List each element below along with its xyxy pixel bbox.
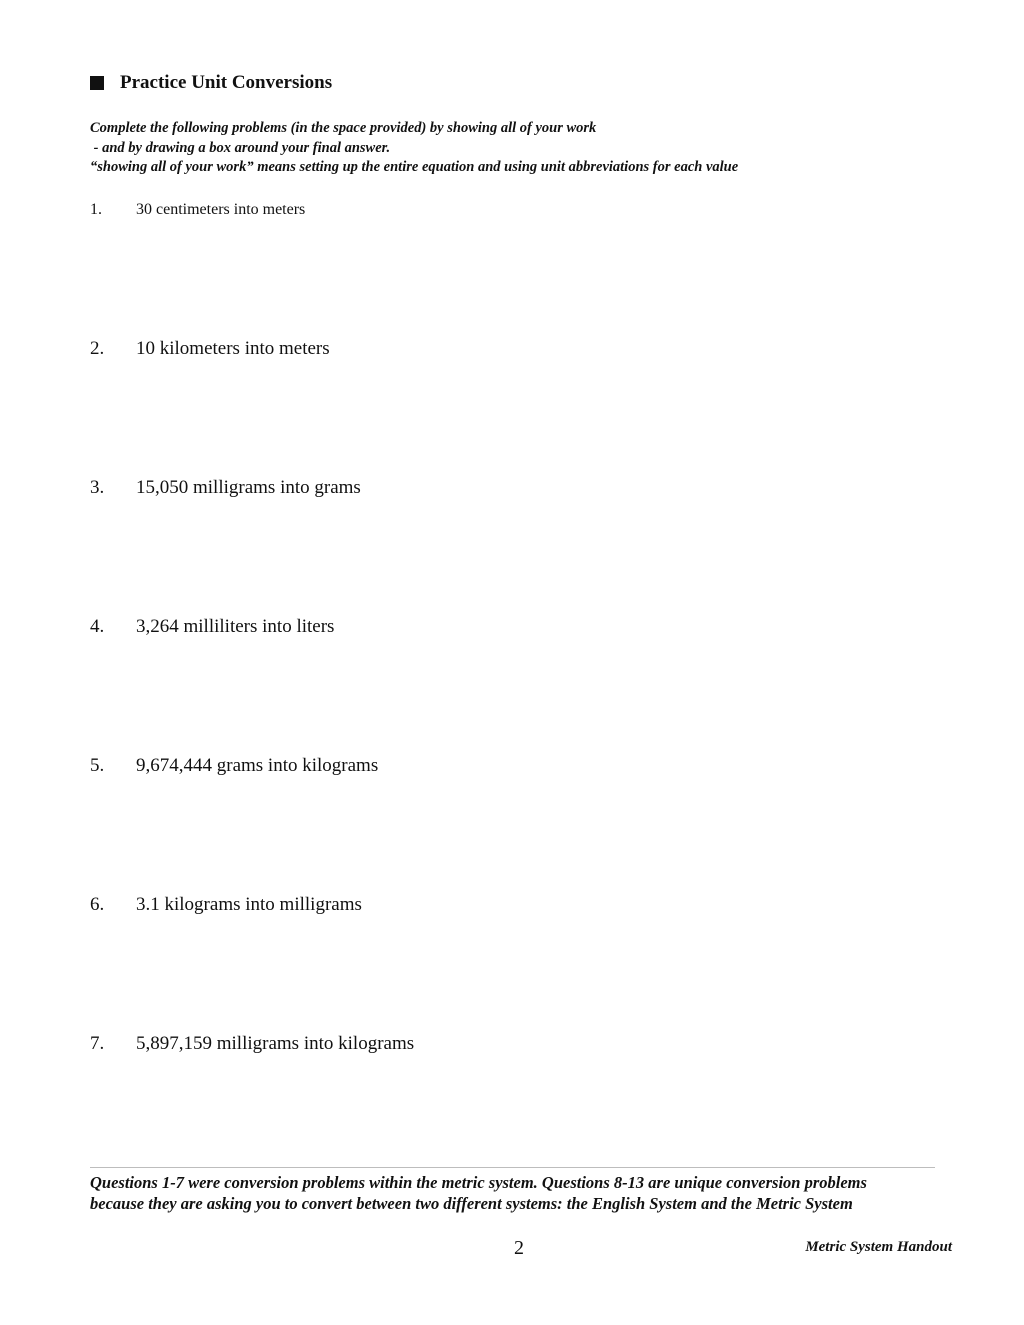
- question-text: 9,674,444 grams into kilograms: [136, 755, 379, 776]
- instructions-line-3: “showing all of your work” means setting up the entire equation and using unit abbreviations for each value: [90, 159, 739, 175]
- question-text: 15,050 milligrams into grams: [136, 477, 361, 498]
- page-number: 2: [514, 1237, 524, 1259]
- handout-title: Metric System Handout: [805, 1239, 952, 1255]
- footer-note: Questions 1-7 were conversion problems within the metric system. Questions 8-13 are unique conversion problems because they are asking you to convert between two different systems: the English System and the Metric System: [90, 1173, 867, 1213]
- question-number: 3.: [90, 477, 105, 498]
- question-text: 5,897,159 milligrams into kilograms: [136, 1033, 415, 1054]
- question-number: 7.: [90, 1033, 105, 1054]
- question-3: [90, 477, 361, 499]
- question-text: 10 kilometers into meters: [136, 338, 330, 359]
- question-7: [90, 1033, 414, 1055]
- question-text: 3.1 kilograms into milligrams: [136, 894, 362, 915]
- instructions-line-2: - and by drawing a box around your final answer.: [90, 139, 391, 156]
- question-number: 1.: [90, 201, 102, 218]
- question-text: 30 centimeters into meters: [136, 201, 306, 218]
- question-1: [90, 201, 305, 219]
- question-number: 4.: [90, 616, 105, 637]
- question-number: 5.: [90, 755, 105, 776]
- question-text: 3,264 milliliters into liters: [136, 616, 335, 637]
- section-title: Practice Unit Conversions: [120, 72, 333, 93]
- question-number: 6.: [90, 894, 105, 915]
- question-2: [90, 338, 330, 360]
- question-6: [90, 894, 362, 916]
- question-5: [90, 755, 378, 777]
- instructions: [90, 119, 738, 178]
- footer-divider: [90, 1167, 935, 1168]
- square-bullet-icon: [90, 76, 104, 90]
- question-4: [90, 616, 334, 638]
- section-heading: [90, 72, 332, 94]
- instructions-line-1: Complete the following problems (in the space provided) by showing all of your work: [90, 120, 597, 136]
- question-number: 2.: [90, 338, 105, 359]
